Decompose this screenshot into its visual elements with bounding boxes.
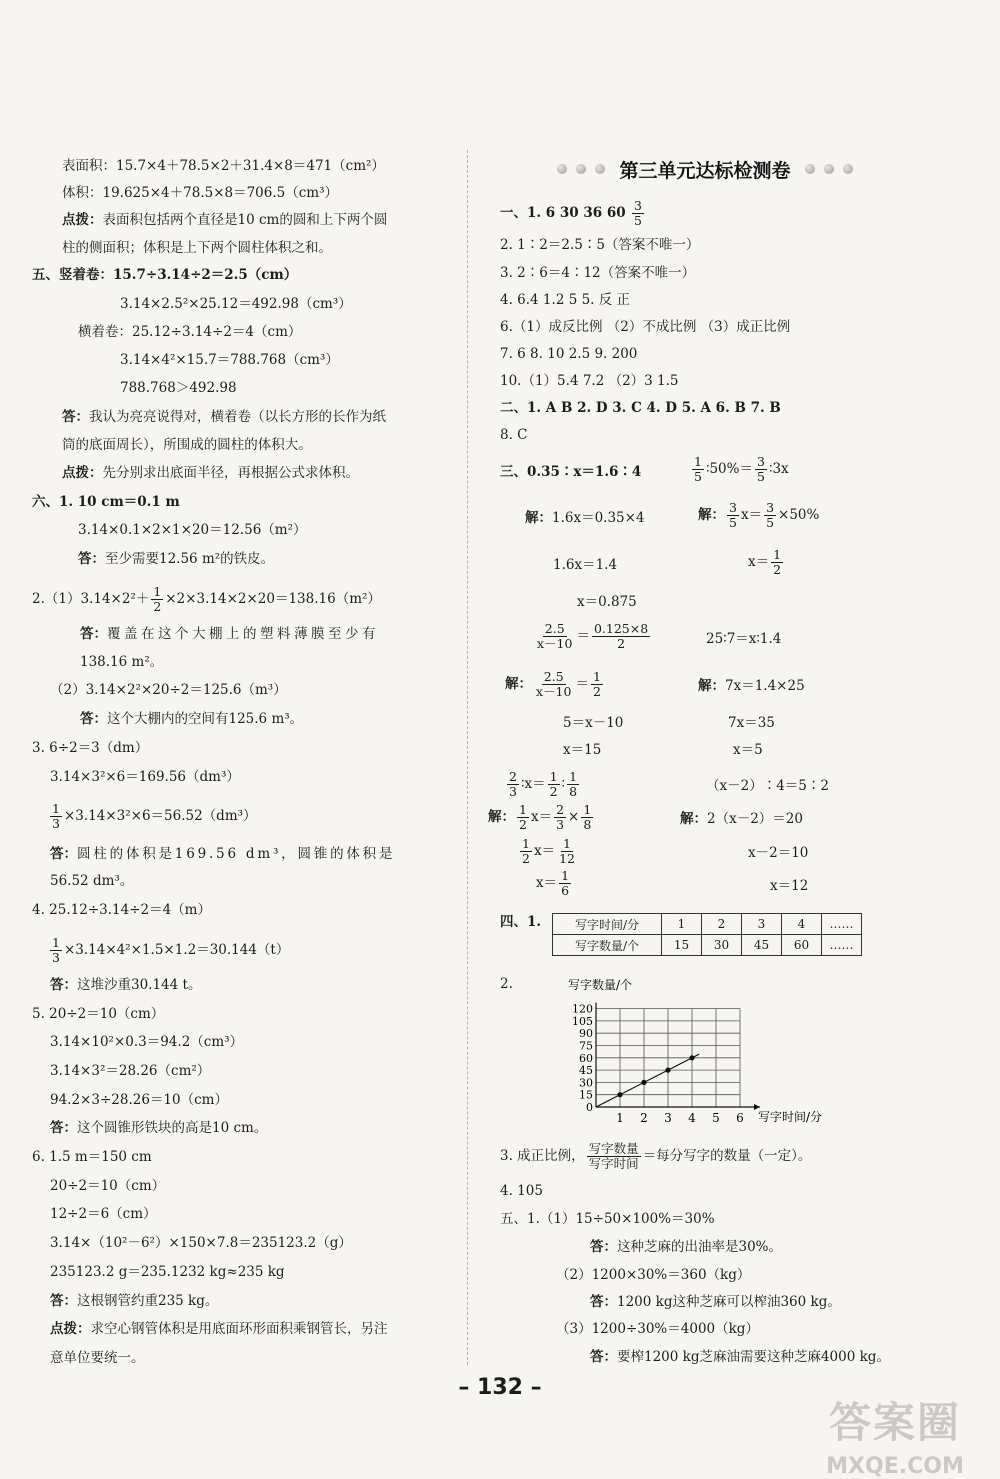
eq-line: x＝ $\frac{1}{6}$: [536, 868, 570, 898]
left-line: 138.16 m²。: [80, 654, 164, 670]
label-answer: 答：: [62, 409, 89, 425]
label-tip: 点拨：: [50, 1321, 91, 1337]
eq-line: x＝12: [770, 878, 809, 894]
eq-line: $\frac{2.5}{x-10}$ ＝ $\frac{0.125\times 8}{2}$: [537, 621, 649, 651]
left-line: 56.52 dm³。: [50, 873, 134, 889]
right-line: 二、1. A B 2. D 3. C 4. D 5. A 6. B 7. B: [500, 400, 781, 416]
text: 这堆沙重30.144 t。: [77, 977, 202, 993]
y-tick-label: 30: [579, 1076, 593, 1090]
text: 覆盖在这个大棚上的塑料薄膜至少有: [107, 626, 379, 642]
text: 三、0.35∶x＝1.6∶4: [500, 464, 642, 480]
left-line: 235123.2 g＝235.1232 kg≈235 kg: [50, 1264, 285, 1280]
section-title-bar: [540, 153, 870, 185]
label-answer: 答：: [50, 846, 77, 862]
left-line: 体积：19.625×4＋78.5×8＝706.5（cm³）: [62, 185, 339, 201]
text: ×3.14×3²×6＝56.52（dm³）: [63, 808, 257, 824]
y-tick-label: 0: [586, 1101, 593, 1114]
right-line: 五、1.（1）15÷50×100%＝30%: [500, 1211, 715, 1227]
x-axis-label: 写字时间/分: [758, 1110, 823, 1124]
table-cell: 3: [742, 914, 782, 935]
chart-series: [596, 1054, 699, 1107]
text: 表面积包括两个直径是10 cm的圆和上下两个圆: [102, 212, 388, 228]
data-point: [689, 1055, 694, 1060]
fraction: $\frac{1}{3}$: [52, 801, 60, 831]
series-line: [596, 1054, 699, 1107]
q4-label: 四、1.: [500, 914, 542, 930]
left-line: [62, 408, 386, 426]
eq-line: 解： $\frac{2.5}{x-10}$ ＝ $\frac{1}{2}$: [505, 669, 601, 699]
left-line: 柱的侧面积；体积是上下两个圆柱体积之和。: [62, 240, 332, 256]
y-tick-label: 120: [572, 1002, 593, 1016]
eq-line: x－2＝10: [748, 845, 809, 861]
right-line: 4. 6.4 1.2 5 5. 反 正: [500, 292, 631, 308]
left-line: [48, 936, 289, 965]
decor-dots-left: [557, 164, 605, 174]
left-line: [32, 585, 381, 614]
writing-table: [552, 913, 862, 956]
right-line: 6.（1）成反比例 （2）不成比例 （3）成正比例: [500, 319, 791, 335]
left-line: [80, 710, 303, 728]
left-line: 4. 25.12÷3.14÷2＝4（m）: [32, 902, 211, 918]
label-answer: 答：: [78, 551, 105, 567]
left-line: [62, 211, 387, 229]
fraction: $\frac{3}{5}$: [633, 198, 642, 228]
y-tick-label: 45: [579, 1064, 593, 1078]
left-line: [80, 625, 379, 643]
watermark-text: 答案圈: [828, 1398, 961, 1447]
right-line: 2. 1∶2＝2.5∶5（答案不唯一）: [500, 237, 700, 253]
text: 这个圆锥形铁块的高是10 cm。: [77, 1120, 268, 1136]
right-line: 3. 成正比例， $\frac{\text{写字数量}}{\text{写字时间}}$ ＝每分写字的数量（一定）。: [500, 1141, 812, 1171]
left-line: [50, 976, 201, 994]
eq-line: x＝0.875: [577, 594, 637, 610]
left-line: [62, 464, 359, 482]
eq-line: [500, 463, 641, 481]
left-line: 3.14×2.5²×25.12＝492.98（cm³）: [120, 296, 352, 312]
text: 至少需要12.56 m²的铁皮。: [105, 551, 275, 567]
line-chart: [540, 975, 840, 1135]
left-line: 94.2×3÷28.26＝10（cm）: [50, 1092, 228, 1108]
fraction: $\frac{1}{3}$: [52, 935, 60, 965]
x-tick-label: 5: [712, 1111, 720, 1125]
right-line: （3）1200÷30%＝4000（kg）: [556, 1321, 759, 1337]
label-answer: 答：: [50, 977, 77, 993]
watermark: [800, 1390, 990, 1479]
table-cell: 60: [782, 935, 822, 956]
right-line: 7. 6 8. 10 2.5 9. 200: [500, 346, 638, 362]
text: 这根钢管约重235 kg。: [77, 1293, 219, 1309]
left-line: 五、竖着卷：15.7÷3.14÷2＝2.5（cm）: [32, 267, 298, 283]
table-cell: 1: [662, 914, 702, 935]
eq-line: 解： $\frac{3}{5}$ x＝ $\frac{3}{5}$ ×50%: [698, 500, 820, 530]
y-tick-label: 15: [579, 1088, 593, 1102]
table-cell: ……: [822, 935, 862, 956]
x-tick-label: 3: [664, 1111, 672, 1125]
data-point: [617, 1092, 622, 1097]
eq-line: $\frac{1}{5}$ ∶50%＝ $\frac{3}{5}$ ∶3x: [694, 454, 789, 484]
text: 一、1. 6 30 36 60: [500, 205, 626, 221]
column-divider: [467, 150, 468, 1365]
eq-line: 解：2（x－2）＝20: [680, 811, 803, 827]
section-title: 第三单元达标检测卷: [619, 159, 791, 182]
right-line: 答：1200 kg这种芝麻可以榨油360 kg。: [590, 1294, 841, 1310]
table-cell: ……: [822, 914, 862, 935]
table-cell: 45: [742, 935, 782, 956]
left-line: （2）3.14×2²×20÷2＝125.6（m³）: [50, 682, 287, 698]
left-line: 6. 1.5 m＝150 cm: [32, 1149, 152, 1165]
y-tick-label: 105: [572, 1014, 593, 1028]
right-line: 4. 105: [500, 1183, 543, 1199]
table-row: [553, 914, 862, 935]
table-cell: 2: [702, 914, 742, 935]
x-tick-label: 2: [640, 1111, 648, 1125]
right-line: 8. C: [500, 427, 528, 443]
text: 圆柱的体积是169.56 dm³，圆锥的体积是: [77, 846, 396, 862]
eq-line: 5＝x－10: [563, 715, 624, 731]
eq-line: x＝15: [563, 742, 602, 758]
text: ×2×3.14×2×20＝138.16（m²）: [165, 591, 381, 607]
page-number: – 132 –: [458, 1375, 542, 1400]
left-line: 六、1. 10 cm＝0.1 m: [32, 494, 180, 510]
eq-line: x＝5: [733, 742, 763, 758]
label-tip: 点拨：: [62, 465, 103, 481]
eq-line: x＝ $\frac{1}{2}$: [748, 547, 782, 577]
left-line: 20÷2＝10（cm）: [50, 1178, 166, 1194]
data-point: [641, 1080, 646, 1085]
text: 先分别求出底面半径，再根据公式求体积。: [102, 465, 359, 481]
left-line: [50, 1292, 218, 1310]
q4-2-label: 2.: [500, 976, 513, 992]
left-line: [48, 802, 257, 831]
right-line: 10.（1）5.4 7.2 （2）3 1.5: [500, 373, 679, 389]
text: 2.（1）3.14×2²＋: [32, 591, 150, 607]
eq-line: 解：7x＝1.4×25: [698, 678, 805, 694]
left-line: 12÷2＝6（cm）: [50, 1206, 157, 1222]
watermark-url: MXQE.COM: [826, 1454, 964, 1479]
left-line: 3.14×3²＝28.26（cm²）: [50, 1063, 211, 1079]
text: 这个大棚内的空间有125.6 m³。: [107, 711, 304, 727]
eq-line: 1.6x＝1.4: [553, 557, 618, 573]
table-cell: 15: [662, 935, 702, 956]
table-row: [553, 935, 862, 956]
label-tip: 点拨：: [62, 212, 103, 228]
y-tick-label: 75: [579, 1039, 593, 1053]
text: 求空心钢管体积是用底面环形面积乘钢管长，另注: [90, 1321, 388, 1337]
right-line: [500, 199, 646, 228]
table-cell: 写字数量/个: [553, 935, 662, 956]
text: ×3.14×4²×1.5×1.2＝30.144（t）: [63, 942, 290, 958]
left-line: [50, 845, 395, 863]
left-line: 意单位要统一。: [50, 1350, 145, 1366]
y-tick-label: 60: [579, 1051, 593, 1065]
eq-line: 7x＝35: [728, 715, 775, 731]
y-tick-label: 90: [579, 1027, 593, 1041]
left-line: [78, 550, 274, 568]
left-line: 表面积：15.7×4＋78.5×2＋31.4×8＝471（cm²）: [62, 158, 385, 174]
decor-dots-right: [805, 164, 853, 174]
eq-line: 解：1.6x＝0.35×4: [525, 510, 645, 526]
left-line: 横着卷：25.12÷3.14÷2＝4（cm）: [78, 324, 302, 340]
left-line: 3.14×10²×0.3＝94.2（cm³）: [50, 1034, 244, 1050]
left-line: 788.768＞492.98: [120, 380, 237, 396]
table-cell: 写字时间/分: [553, 914, 662, 935]
label-answer: 答：: [80, 711, 107, 727]
eq-line: $\frac{2}{3}$ ∶x＝ $\frac{1}{2}$ ∶ $\frac{1}{8}$: [509, 769, 578, 799]
table-cell: 30: [702, 935, 742, 956]
label-answer: 答：: [50, 1293, 77, 1309]
right-line: （2）1200×30%＝360（kg）: [556, 1267, 751, 1283]
left-line: [50, 1320, 388, 1338]
eq-line: 解： $\frac{1}{2}$ x＝ $\frac{2}{3}$ × $\frac{1}{8}$: [488, 802, 592, 832]
left-line: 3.14×3²×6＝169.56（dm³）: [50, 769, 240, 785]
left-line: 3.14×0.1×2×1×20＝12.56（m²）: [78, 522, 307, 538]
fraction: $\frac{1}{2}$: [153, 584, 162, 614]
left-line: [50, 1119, 267, 1137]
x-tick-label: 6: [736, 1111, 744, 1125]
right-line: 3. 2∶6＝4∶12（答案不唯一）: [500, 265, 696, 281]
text: 我认为亮亮说得对，横着卷（以长方形的长作为纸: [89, 409, 386, 425]
left-line: 3.14×（10²－6²）×150×7.8＝235123.2（g）: [50, 1235, 352, 1251]
right-line: 答：要榨1200 kg芝麻油需要这种芝麻4000 kg。: [590, 1349, 890, 1365]
left-line: 5. 20÷2＝10（cm）: [32, 1006, 165, 1022]
eq-line: $\frac{1}{2}$ x＝ $\frac{1}{12}$: [522, 836, 575, 866]
left-line: 3.14×4²×15.7＝788.768（cm³）: [120, 352, 339, 368]
eq-line: （x－2）∶4＝5∶2: [706, 778, 829, 794]
x-tick-label: 1: [616, 1111, 624, 1125]
data-point: [665, 1068, 670, 1073]
eq-line: 25∶7＝x∶1.4: [706, 631, 782, 647]
label-answer: 答：: [50, 1120, 77, 1136]
x-tick-label: 4: [688, 1111, 696, 1125]
table-cell: 4: [782, 914, 822, 935]
y-axis-label: 写字数量/个: [568, 978, 633, 992]
left-line: 筒的底面周长），所围成的圆柱的体积大。: [62, 437, 312, 453]
label-answer: 答：: [80, 626, 107, 642]
right-line: 答：这种芝麻的出油率是30%。: [590, 1239, 783, 1255]
left-line: 3. 6÷2＝3（dm）: [32, 740, 149, 756]
fraction: $\frac{\text{写字数量}}{\text{写字时间}}$: [588, 1141, 639, 1171]
